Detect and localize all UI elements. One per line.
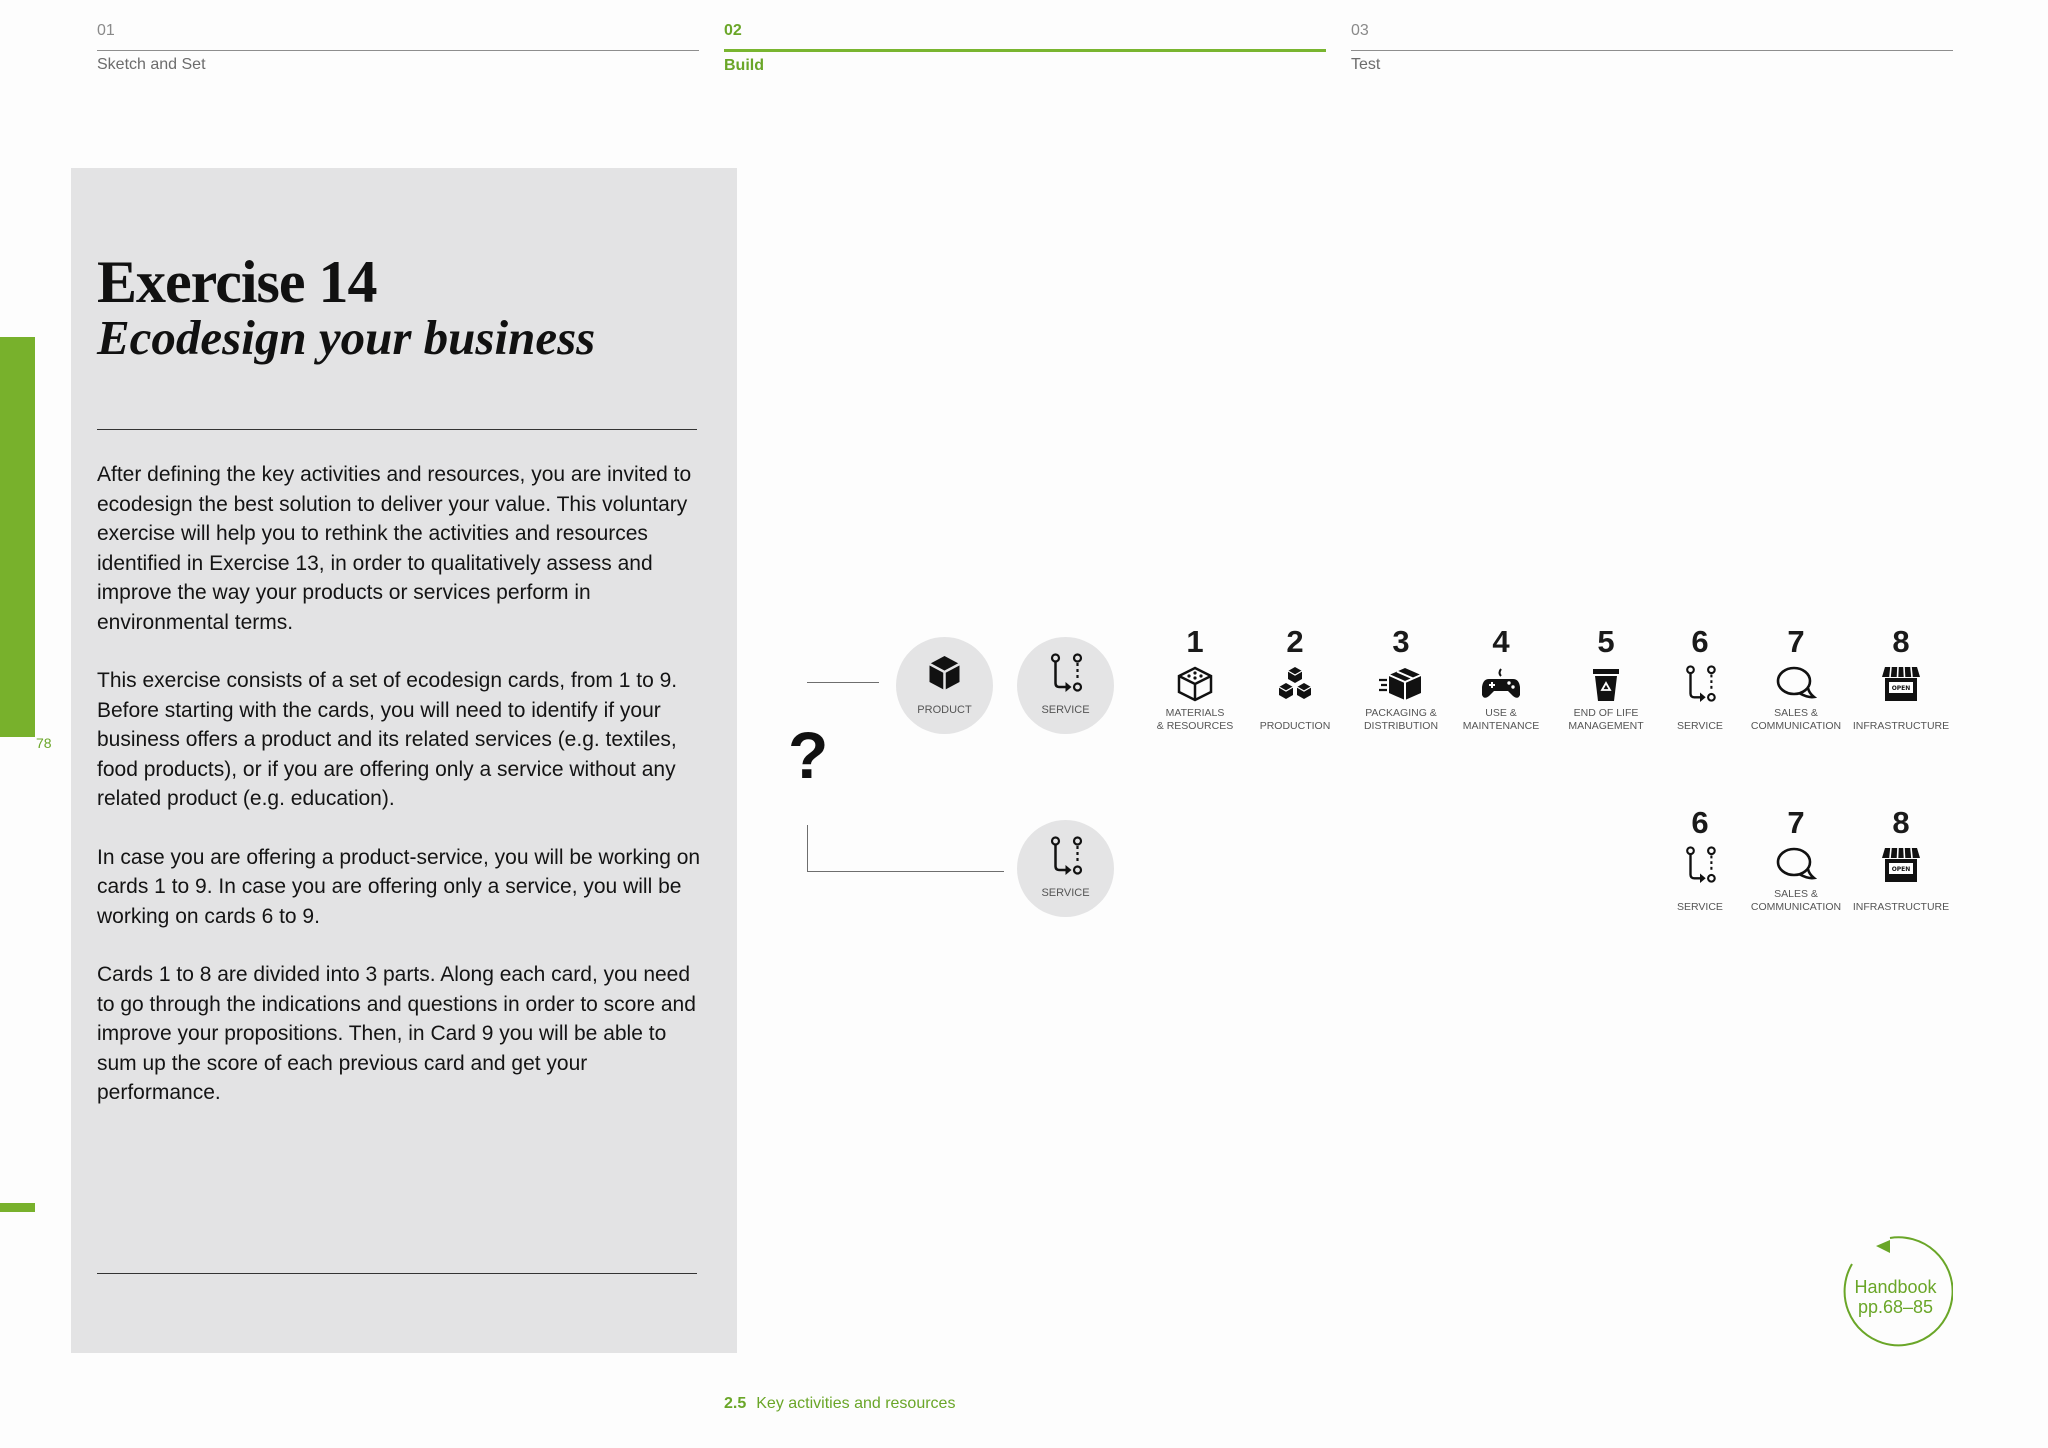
card-packaging-distribution[interactable] [1346, 626, 1456, 733]
chat-bubbles-icon [1775, 846, 1817, 884]
card-label: MATERIALS & RESOURCES [1156, 707, 1234, 732]
card-label: INFRASTRUCTURE [1852, 720, 1950, 732]
route-icon [1047, 836, 1084, 876]
section-number: 2.5 [724, 1395, 747, 1412]
stacked-cubes-icon [1275, 665, 1315, 703]
section-title: Key activities and resources [756, 1395, 956, 1412]
open-sign-text: OPEN [1891, 685, 1911, 692]
card-label: SALES & COMMUNICATION [1750, 707, 1842, 732]
step-number: 03 [1351, 22, 1369, 39]
card-label: SERVICE [1677, 901, 1723, 913]
step-build[interactable] [724, 22, 1326, 75]
question-mark: ? [788, 718, 829, 792]
card-infrastructure[interactable] [1846, 807, 1956, 914]
package-delivery-icon [1377, 665, 1425, 703]
step-progress-line [97, 50, 699, 51]
service-option[interactable] [1017, 637, 1114, 734]
step-label: Test [1351, 56, 1381, 73]
card-number: 7 [1787, 805, 1805, 840]
card-production[interactable] [1240, 626, 1350, 733]
product-option[interactable] [896, 637, 993, 734]
step-label: Build [724, 57, 764, 74]
card-label: USE & MAINTENANCE [1462, 707, 1540, 732]
box-icon [926, 653, 963, 693]
card-label: PRODUCTION [1259, 720, 1331, 732]
card-label: INFRASTRUCTURE [1852, 901, 1950, 913]
open-sign-text: OPEN [1891, 866, 1911, 873]
open-shop-icon [1880, 665, 1922, 703]
paragraph: This exercise consists of a set of ecodesign cards, from 1 to 9. Before starting with the cards, you will need to identify if your business offers a product and its related services (e.g. textiles, food products), or if you are offering only a service without any related product (e.g. education). [97, 669, 678, 810]
handbook-label: Handbook pp.68–85 [1854, 1277, 1937, 1317]
step-test[interactable] [1351, 22, 1953, 74]
connector-line [807, 682, 879, 683]
circle-label: PRODUCT [917, 704, 972, 716]
step-number: 01 [97, 22, 115, 39]
card-infrastructure[interactable] [1846, 626, 1956, 733]
card-number: 8 [1892, 805, 1910, 840]
paragraph: In case you are offering a product-service, you will be working on cards 1 to 9. In case you are offering only a service, you will be working on cards 6 to 9. [97, 845, 701, 928]
route-icon [1047, 653, 1084, 693]
recycle-bin-icon [1589, 665, 1623, 703]
card-number: 8 [1892, 624, 1910, 659]
card-service[interactable] [1645, 807, 1755, 914]
card-number: 5 [1597, 624, 1615, 659]
chat-bubbles-icon [1775, 665, 1817, 703]
open-shop-icon [1880, 846, 1922, 884]
card-label: SALES & COMMUNICATION [1750, 888, 1842, 913]
gamepad-icon [1480, 665, 1522, 703]
step-number: 02 [724, 22, 742, 39]
card-number: 1 [1186, 624, 1204, 659]
route-icon [1682, 846, 1718, 884]
card-sales-communication[interactable] [1741, 626, 1851, 733]
paragraph: After defining the key activities and resources, you are invited to ecodesign the best solution to deliver your value. This voluntary exercise will help you to rethink the activities and resources identified in Exercise 13, in order to qualitatively assess and improve the way your products or services perform in environmental terms. [97, 463, 692, 634]
card-materials-resources[interactable] [1140, 626, 1250, 733]
card-number: 3 [1392, 624, 1410, 659]
card-number: 7 [1787, 624, 1805, 659]
card-label: PACKAGING & DISTRIBUTION [1363, 707, 1439, 732]
page-number: 78 [36, 735, 52, 751]
exercise-title: Exercise 14 [97, 249, 377, 315]
section-accent-bar [0, 337, 35, 737]
connector-line [807, 825, 1004, 872]
card-label: SERVICE [1677, 720, 1723, 732]
card-service[interactable] [1645, 626, 1755, 733]
circle-label: SERVICE [1041, 704, 1090, 716]
divider [97, 1273, 697, 1274]
card-number: 2 [1286, 624, 1304, 659]
step-progress-line [724, 49, 1326, 52]
card-number: 4 [1492, 624, 1510, 659]
divider [97, 429, 697, 430]
card-label: END OF LIFE MANAGEMENT [1568, 707, 1644, 732]
handbook-reference-link[interactable] [1838, 1234, 1953, 1349]
exercise-subtitle: Ecodesign your business [97, 310, 596, 365]
card-number: 6 [1691, 624, 1709, 659]
card-use-maintenance[interactable] [1446, 626, 1556, 733]
circle-label: SERVICE [1041, 887, 1090, 899]
card-sales-communication[interactable] [1741, 807, 1851, 914]
paragraph: Cards 1 to 8 are divided into 3 parts. Along each card, you need to go through the indications and questions in order to score and improve your propositions. Then, in Card 9 you will be able to sum up the score of each previous card and get your performance. [97, 963, 696, 1104]
step-sketch-and-set[interactable] [97, 22, 699, 74]
card-number: 6 [1691, 805, 1709, 840]
exercise-description [97, 460, 705, 1137]
section-footer [724, 1395, 955, 1413]
route-icon [1682, 665, 1718, 703]
step-label: Sketch and Set [97, 56, 206, 73]
step-progress-line [1351, 50, 1953, 51]
section-accent-tick [0, 1203, 35, 1212]
materials-cube-icon [1175, 665, 1215, 703]
service-only-option[interactable] [1017, 820, 1114, 917]
